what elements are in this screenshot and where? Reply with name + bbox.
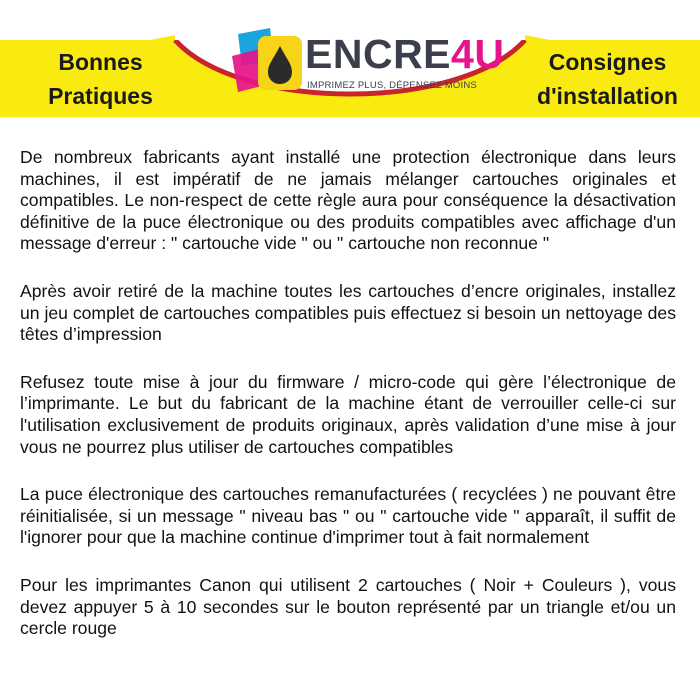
- brand-name-accent: 4U: [451, 31, 505, 77]
- header-banner: [0, 0, 700, 125]
- ink-drop-logo-icon: [230, 26, 306, 96]
- paragraph-chip-reset: La puce électronique des cartouches remanufacturées ( recyclées ) ne pouvant être réinitialisée, si un message " niveau bas " ou " cartouche vide " apparaît, il suffit de l'ignorer pour que la machine continue d'imprimer tout à fait normalement: [20, 484, 676, 548]
- paragraph-install-full-set: Après avoir retiré de la machine toutes les cartouches d’encre originales, installez un jeu complet de cartouches compatibles puis effectuez si besoin un nettoyage des têtes d’impression: [20, 280, 676, 345]
- right-title: [520, 45, 695, 113]
- paragraph-firmware-update: Refusez toute mise à jour du firmware / micro-code qui gère l’électronique de l’imprimante. Le but du fabricant de la machine étant de verrouiller celle-ci sur l'utilisation exclusivement de produits originaux, après validation d’une mise à jour vous ne pourrez plus utiliser de cartouches compatibles: [20, 371, 676, 457]
- left-title: [28, 45, 173, 113]
- left-title-line-1: Bonnes: [58, 49, 143, 75]
- right-title-line-1: Consignes: [548, 49, 667, 75]
- paragraph-mixing-warning: De nombreux fabricants ayant installé une protection électronique dans leurs machines, il est impératif de ne jamais mélanger cartouches originales et compatibles. Le non-respect de cette règle aura pour conséquence la désactivation définitive de la puce électronique ou des produits compatibles avec affichage d'un message d'erreur : " cartouche vide " ou " cartouche non reconnue ": [20, 147, 676, 254]
- brand-tagline: IMPRIMEZ PLUS, DÉPENSEZ MOINS: [307, 80, 477, 91]
- instructions-body: [20, 147, 676, 666]
- brand-name-main: ENCRE: [305, 31, 452, 77]
- left-title-line-2: Pratiques: [48, 83, 153, 109]
- brand-name: [305, 32, 504, 76]
- paragraph-canon-printers: Pour les imprimantes Canon qui utilisent 2 cartouches ( Noir + Couleurs ), vous devez appuyer 5 à 10 secondes sur le bouton représenté par un triangle et/ou un cercle rouge: [20, 574, 676, 639]
- right-title-line-2: d'installation: [537, 83, 678, 109]
